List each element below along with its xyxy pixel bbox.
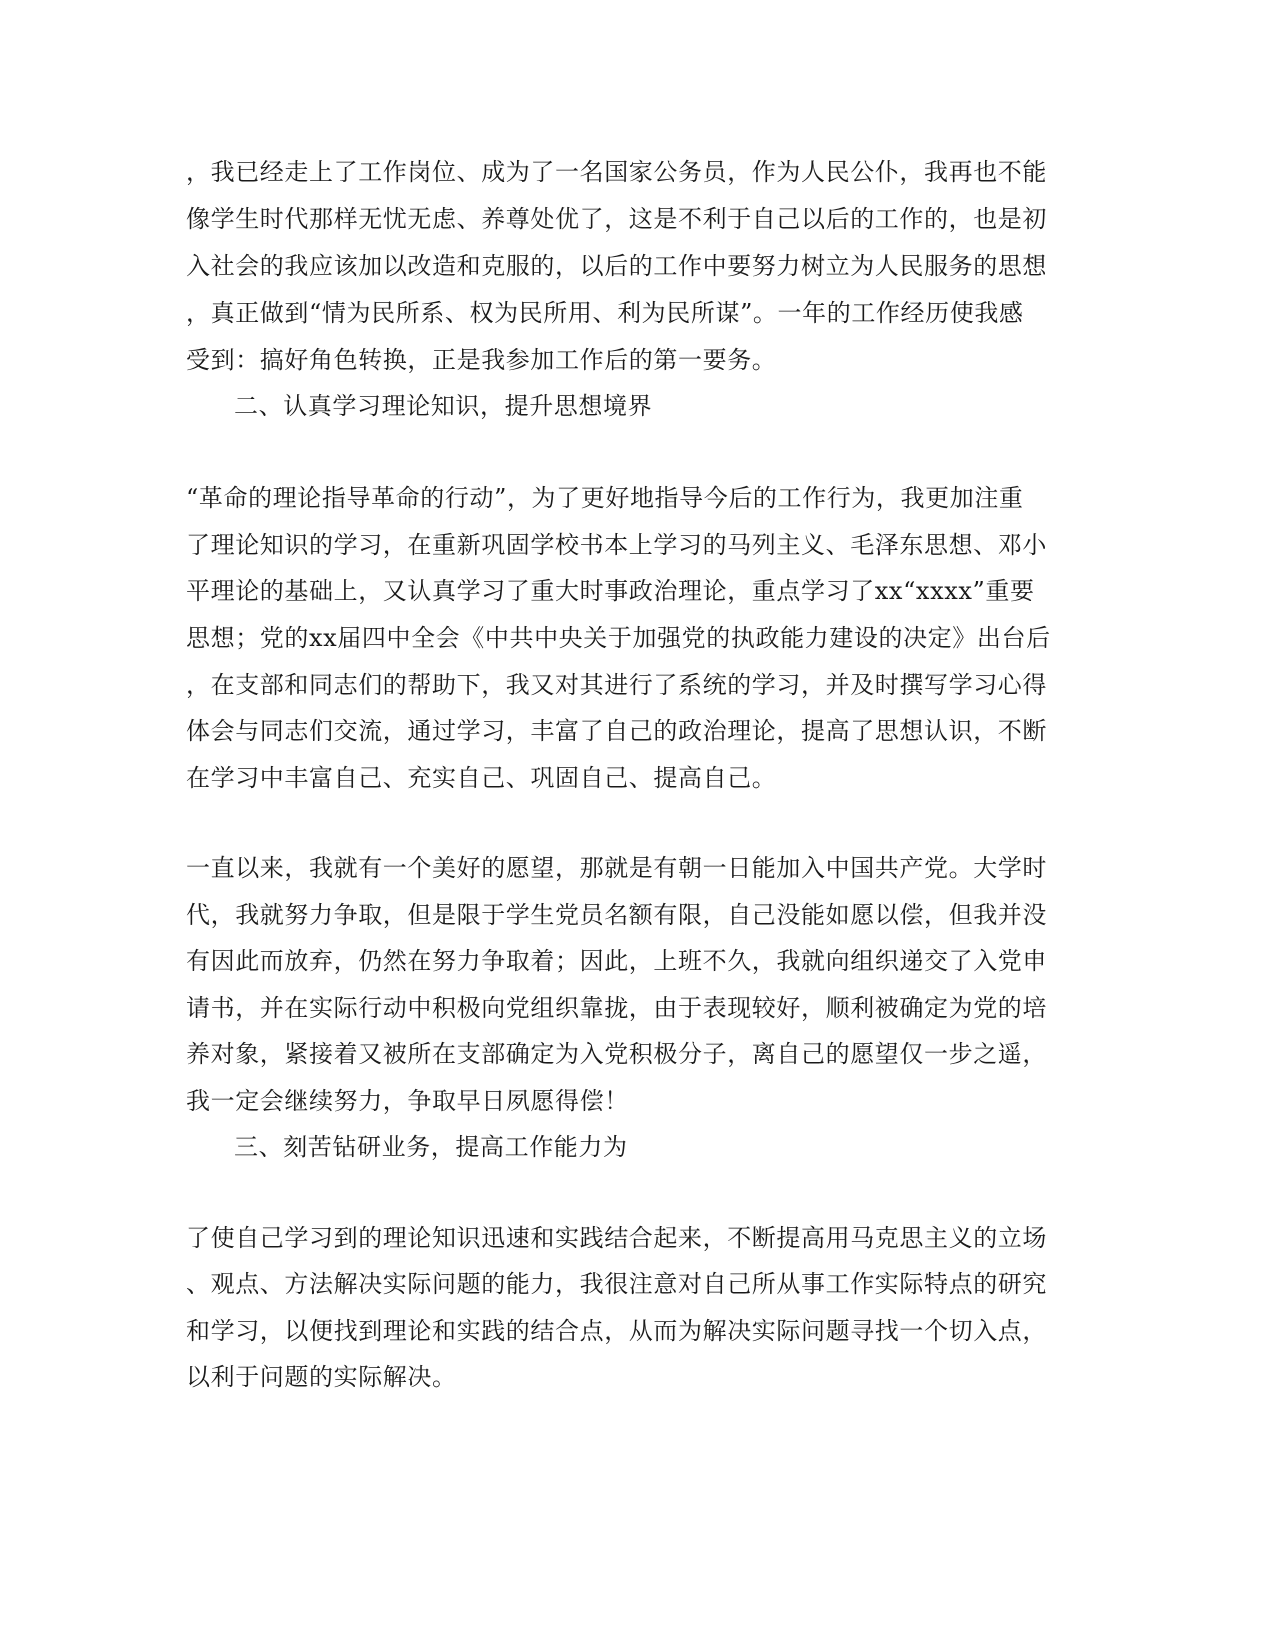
paragraph-line: 在学习中丰富自己、充实自己、巩固自己、提高自己。	[186, 764, 777, 792]
paragraph-line: 受到：搞好角色转换，正是我参加工作后的第一要务。	[186, 346, 777, 374]
paragraph-line: 我一定会继续努力，争取早日夙愿得偿！	[186, 1087, 629, 1115]
section-heading: 三、刻苦钻研业务，提高工作能力为	[234, 1133, 628, 1161]
paragraph-line: 有因此而放弃，仍然在努力争取着；因此，上班不久，我就向组织递交了入党申	[186, 947, 1047, 975]
paragraph-line: 了理论知识的学习，在重新巩固学校书本上学习的马列主义、毛泽东思想、邓小	[186, 531, 1047, 559]
paragraph-line: ，真正做到“情为民所系、权为民所用、利为民所谋”。一年的工作经历使我感	[186, 299, 1024, 327]
paragraph-line: “革命的理论指导革命的行动”，为了更好地指导今后的工作行为，我更加注重	[186, 484, 1024, 512]
paragraph-line: 体会与同志们交流，通过学习，丰富了自己的政治理论，提高了思想认识，不断	[186, 717, 1047, 745]
paragraph-line: ，我已经走上了工作岗位、成为了一名国家公务员，作为人民公仆，我再也不能	[186, 158, 1047, 186]
paragraph-line: 了使自己学习到的理论知识迅速和实践结合起来，不断提高用马克思主义的立场	[186, 1224, 1047, 1252]
paragraph-line: 代，我就努力争取，但是限于学生党员名额有限，自己没能如愿以偿，但我并没	[186, 901, 1047, 929]
paragraph-line: 、观点、方法解决实际问题的能力，我很注意对自己所从事工作实际特点的研究	[186, 1270, 1047, 1298]
paragraph-line: 请书，并在实际行动中积极向党组织靠拢，由于表现较好，顺利被确定为党的培	[186, 994, 1047, 1022]
paragraph-line: 思想；党的xx届四中全会《中共中央关于加强党的执政能力建设的决定》出台后	[186, 624, 1051, 652]
section-heading: 二、认真学习理论知识，提升思想境界	[234, 392, 653, 420]
paragraph-line: 以利于问题的实际解决。	[186, 1363, 457, 1391]
paragraph-line: 像学生时代那样无忧无虑、养尊处优了，这是不利于自己以后的工作的，也是初	[186, 205, 1047, 233]
paragraph-line: 平理论的基础上，又认真学习了重大时事政治理论，重点学习了xx“xxxx”重要	[186, 577, 1035, 605]
paragraph-line: 一直以来，我就有一个美好的愿望，那就是有朝一日能加入中国共产党。大学时	[186, 854, 1047, 882]
paragraph-line: ，在支部和同志们的帮助下，我又对其进行了系统的学习，并及时撰写学习心得	[186, 671, 1047, 699]
paragraph-line: 入社会的我应该加以改造和克服的，以后的工作中要努力树立为人民服务的思想	[186, 252, 1047, 280]
paragraph-line: 养对象，紧接着又被所在支部确定为入党积极分子，离自己的愿望仅一步之遥，	[186, 1040, 1047, 1068]
paragraph-line: 和学习，以便找到理论和实践的结合点，从而为解决实际问题寻找一个切入点，	[186, 1317, 1047, 1345]
